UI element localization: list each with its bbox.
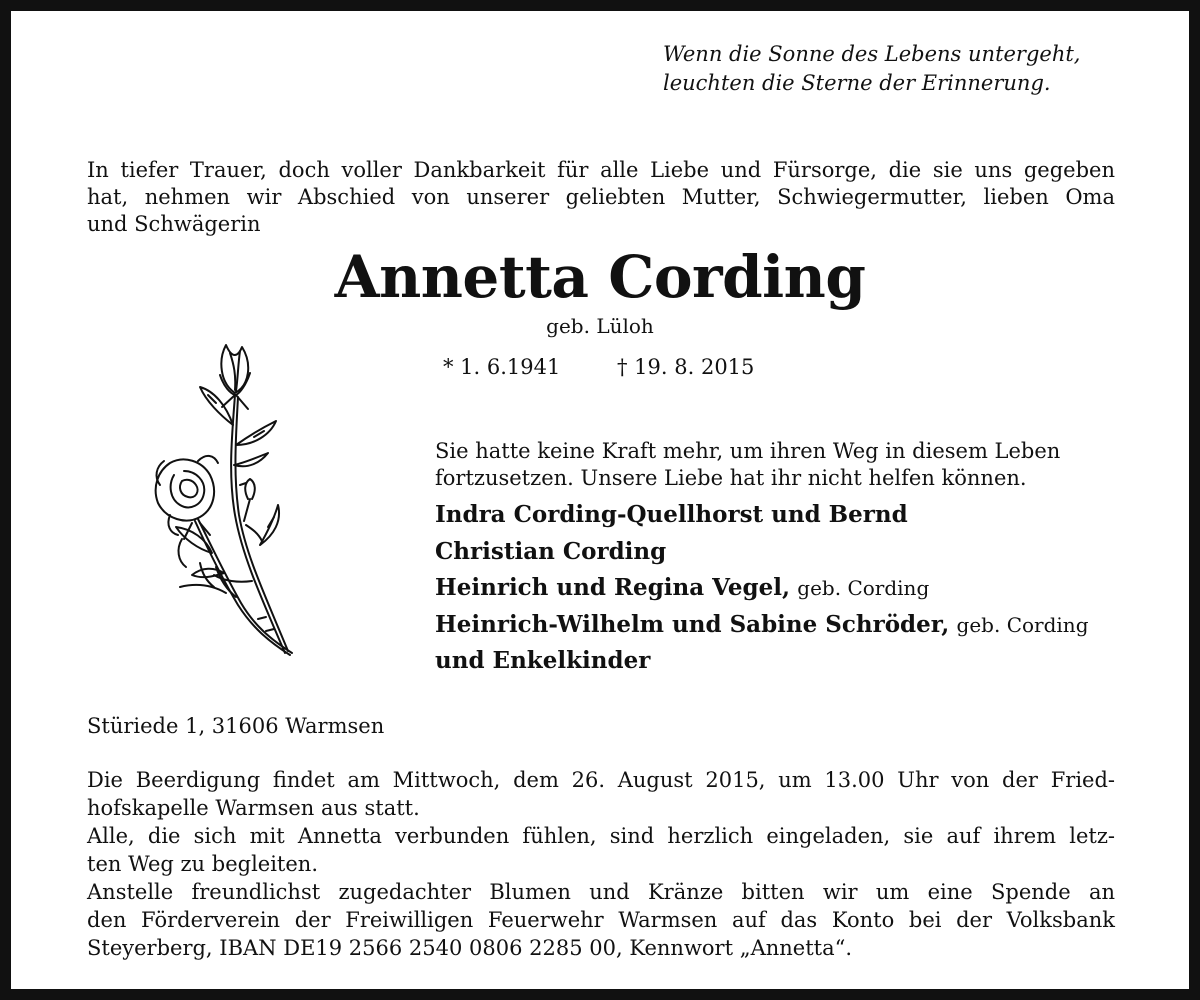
family-member-names: und Enkelkinder	[435, 647, 651, 674]
funeral-line-4: ten Weg zu begleiten.	[87, 852, 318, 876]
funeral-line-6: den Förderverein der Freiwilligen Feuerwehr Warmsen auf das Konto bei der Volksbank	[87, 908, 1115, 932]
family-member-names: Indra Cording-Quellhorst und Bernd	[435, 501, 908, 528]
family-member-names: Heinrich und Regina Vegel,	[435, 574, 790, 601]
family-row	[435, 534, 1155, 571]
intro-line-2: hat, nehmen wir Abschied von unserer geliebten Mutter, Schwiegermutter, lieben Oma	[87, 185, 1115, 209]
intro-paragraph	[87, 157, 1115, 238]
address: Stüriede 1, 31606 Warmsen	[87, 714, 385, 738]
quote-line-1: Wenn die Sonne des Lebens untergeht,	[663, 42, 1081, 66]
maiden-name: geb. Lüloh	[546, 314, 654, 338]
funeral-line-5: Anstelle freundlichst zugedachter Blumen und Kränze bitten wir um eine Spende an	[87, 880, 1115, 904]
birth-date: * 1. 6.1941	[443, 355, 561, 379]
family-member-maiden: geb. Cording	[797, 576, 930, 600]
rose-illustration-icon	[140, 335, 310, 665]
family-row	[435, 643, 1155, 680]
family-row	[435, 570, 1155, 607]
family-row	[435, 607, 1155, 644]
mourning-text	[435, 438, 1115, 492]
family-list	[435, 497, 1155, 680]
quote-line-2: leuchten die Sterne der Erinnerung.	[663, 71, 1051, 95]
funeral-line-3: Alle, die sich mit Annetta verbunden fühlen, sind herzlich eingeladen, sie auf ihrem letz-	[87, 824, 1115, 848]
funeral-line-1: Die Beerdigung findet am Mittwoch, dem 26. August 2015, um 13.00 Uhr von der Fried-	[87, 768, 1115, 792]
family-member-names: Christian Cording	[435, 537, 667, 565]
funeral-line-7: Steyerberg, IBAN DE19 2566 2540 0806 2285 00, Kennwort „Annetta“.	[87, 936, 853, 960]
deceased-name: Annetta Cording	[334, 243, 866, 311]
intro-line-1: In tiefer Trauer, doch voller Dankbarkeit für alle Liebe und Fürsorge, die sie uns gegeben	[87, 158, 1115, 182]
death-date: † 19. 8. 2015	[617, 355, 755, 379]
funeral-line-2: hofskapelle Warmsen aus statt.	[87, 796, 420, 820]
mourning-line-2: fortzusetzen. Unsere Liebe hat ihr nicht helfen können.	[435, 466, 1027, 490]
mourning-line-1: Sie hatte keine Kraft mehr, um ihren Weg in diesem Leben	[435, 439, 1061, 463]
memorial-quote	[663, 40, 1143, 98]
family-row	[435, 497, 1155, 534]
funeral-paragraph	[87, 766, 1115, 962]
family-member-names: Heinrich-Wilhelm und Sabine Schröder,	[435, 610, 950, 638]
intro-line-3: und Schwägerin	[87, 212, 261, 236]
family-member-maiden: geb. Cording	[956, 612, 1089, 637]
